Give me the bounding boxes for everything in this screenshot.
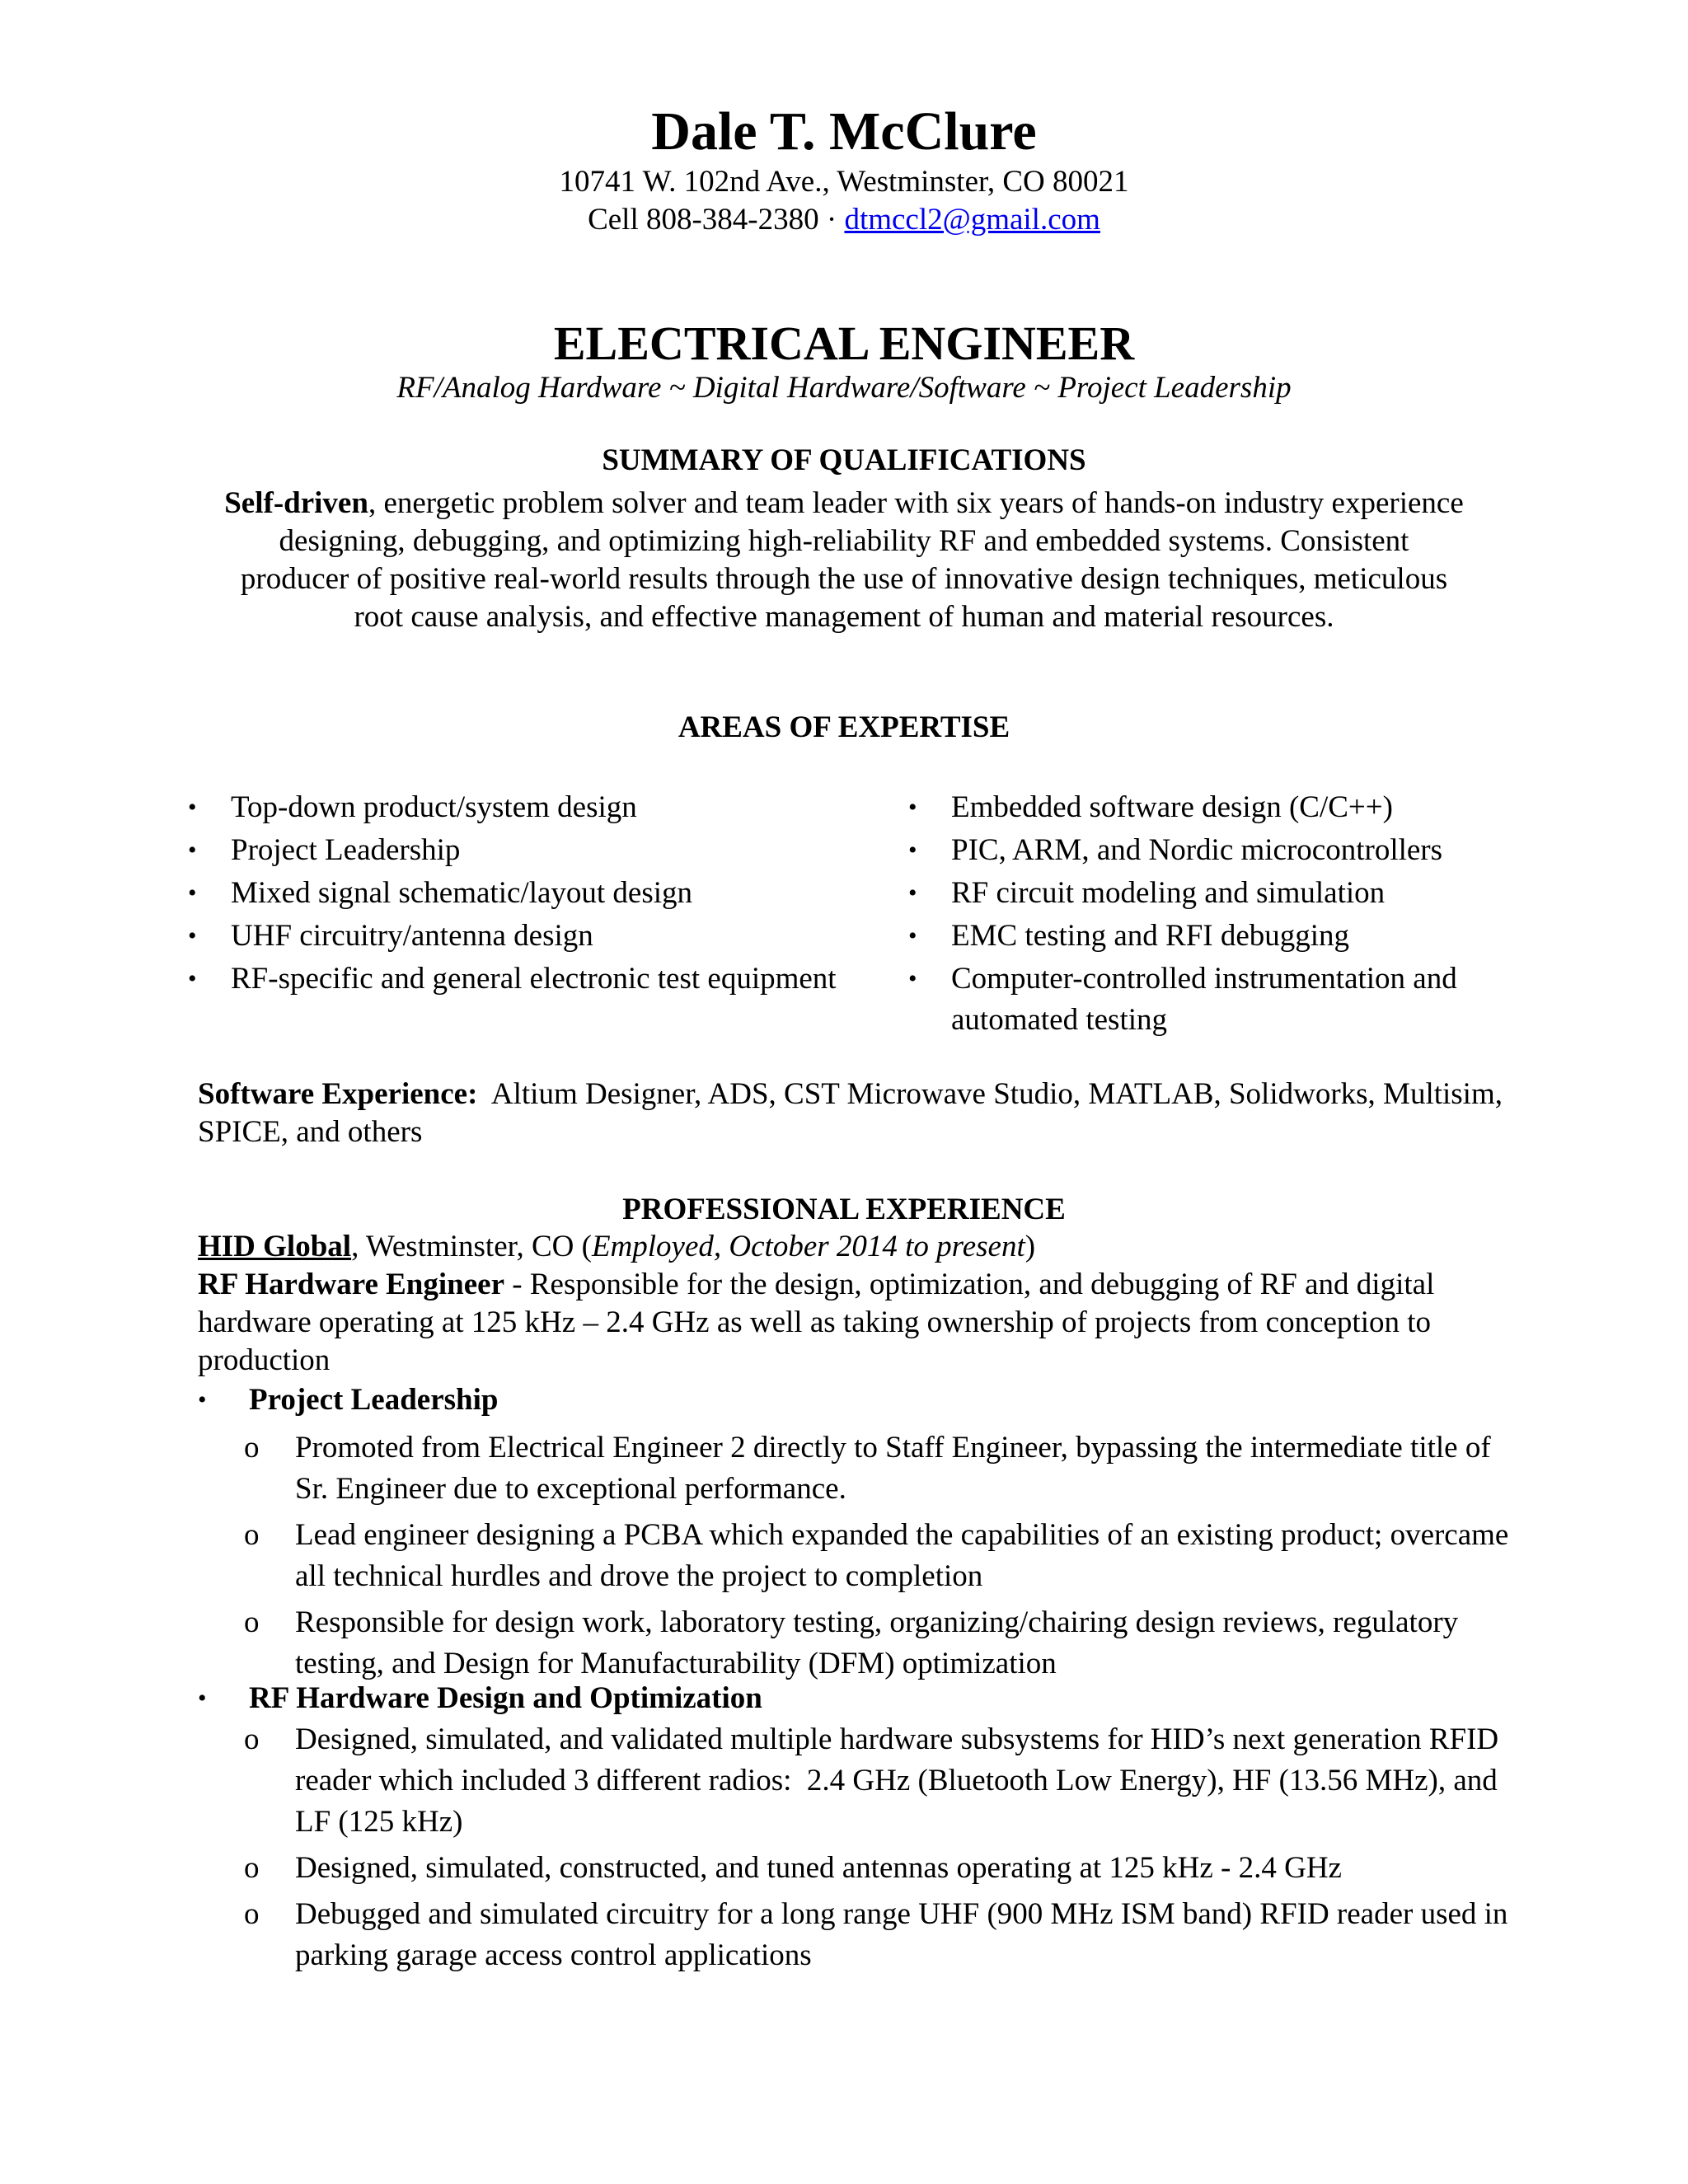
list-item: • UHF circuitry/antenna design (188, 916, 913, 957)
bullet-icon: • (188, 965, 197, 992)
group-title: • RF Hardware Design and Optimization (198, 1678, 1517, 1719)
bullet-icon: • (908, 965, 917, 992)
software-list: Altium Designer, ADS, CST Microwave Studio, MATLAB, Solidworks, Multisim, SPICE, and others (198, 1077, 1511, 1149)
circle-bullet-icon: o (244, 1431, 260, 1465)
bullet-icon: • (188, 837, 197, 864)
list-item: • Embedded software design (C/C++) (908, 787, 1551, 828)
summary-text: , energetic problem solver and team leader with six years of hands-on industry experience designing, debugging, and optimizing high-reliability RF and embedded systems. Consistent producer of positive real-world results through the use of innovative design techniques, meticulous root cause analysis, and effective management of human and material resources. (240, 486, 1464, 634)
expertise-heading: AREAS OF EXPERTISE (678, 710, 1010, 744)
list-item: • Top-down product/system design (188, 787, 913, 828)
list-item: o Responsible for design work, laboratory testing, organizing/chairing design reviews, regulatory testing, and Design for Manufacturability (DFM) optimization (198, 1602, 1517, 1685)
bullet-icon: • (908, 837, 917, 864)
list-item: o Lead engineer designing a PCBA which expanded the capabilities of an existing product; overcame all technical hurdles and drove the project to completion (198, 1515, 1517, 1597)
list-item: o Designed, simulated, and validated multiple hardware subsystems for HID’s next generation RFID reader which included 3 different radios: 2.4 GHz (Bluetooth Low Energy), HF (13.56 MHz), and LF (125 kHz) (198, 1719, 1517, 1843)
employment-dates: Employed, October 2014 to present (591, 1230, 1025, 1263)
cell-phone: Cell 808-384-2380 · (588, 203, 845, 237)
list-item: • RF circuit modeling and simulation (908, 873, 1551, 914)
candidate-name: Dale T. McClure (651, 101, 1037, 162)
summary-paragraph (223, 485, 1465, 636)
expertise-left-column (188, 787, 913, 1001)
company-name: HID Global (198, 1230, 352, 1263)
list-item: o Designed, simulated, constructed, and tuned antennas operating at 125 kHz - 2.4 GHz (198, 1848, 1517, 1889)
circle-bullet-icon: o (244, 1605, 260, 1639)
experience-group-1 (198, 1380, 1517, 1690)
role-description (198, 1266, 1467, 1380)
bullet-icon: • (188, 879, 197, 907)
address-line: 10741 W. 102nd Ave., Westminster, CO 80021 (559, 165, 1129, 199)
software-experience (198, 1076, 1517, 1151)
group-title: • Project Leadership (198, 1380, 1517, 1421)
list-item: • RF-specific and general electronic test equipment (188, 958, 913, 1000)
bullet-icon: • (198, 1685, 207, 1712)
role-text: - Responsible for the design, optimization, and debugging of RF and digital hardware operating at 125 kHz – 2.4 GHz as well as taking ownership of projects from conception to production (198, 1268, 1435, 1377)
company-location: , Westminster, CO ( (351, 1230, 592, 1263)
experience-heading: PROFESSIONAL EXPERIENCE (622, 1193, 1066, 1226)
software-label: Software Experience: (198, 1077, 478, 1111)
circle-bullet-icon: o (244, 1722, 260, 1756)
bullet-icon: • (198, 1386, 207, 1413)
list-item: • PIC, ARM, and Nordic microcontrollers (908, 830, 1551, 871)
expertise-right-column (908, 787, 1551, 1043)
job-title-subtitle: RF/Analog Hardware ~ Digital Hardware/Software ~ Project Leadership (396, 371, 1292, 405)
close-paren: ) (1025, 1230, 1036, 1263)
employer-line (198, 1228, 1484, 1266)
summary-bold-lead: Self-driven (224, 486, 368, 520)
list-item: • Computer-controlled instrumentation and automated testing (908, 958, 1551, 1041)
list-item: • Mixed signal schematic/layout design (188, 873, 913, 914)
list-item: o Debugged and simulated circuitry for a long range UHF (900 MHz ISM band) RFID reader used in parking garage access control applications (198, 1894, 1517, 1976)
bullet-icon: • (908, 794, 917, 821)
list-item: o Promoted from Electrical Engineer 2 directly to Staff Engineer, bypassing the intermediate title of Sr. Engineer due to exceptional performance. (198, 1427, 1517, 1510)
bullet-icon: • (908, 879, 917, 907)
bullet-icon: • (188, 922, 197, 949)
bullet-icon: • (908, 922, 917, 949)
job-title-heading: ELECTRICAL ENGINEER (553, 316, 1135, 370)
list-item: • Project Leadership (188, 830, 913, 871)
contact-line (0, 201, 1688, 239)
list-item: • EMC testing and RFI debugging (908, 916, 1551, 957)
summary-heading: SUMMARY OF QUALIFICATIONS (602, 443, 1086, 477)
experience-group-2 (198, 1678, 1517, 1981)
circle-bullet-icon: o (244, 1897, 260, 1931)
circle-bullet-icon: o (244, 1518, 260, 1552)
circle-bullet-icon: o (244, 1851, 260, 1885)
bullet-icon: • (188, 794, 197, 821)
email-link[interactable]: dtmccl2@gmail.com (844, 203, 1100, 237)
role-title: RF Hardware Engineer (198, 1268, 505, 1301)
